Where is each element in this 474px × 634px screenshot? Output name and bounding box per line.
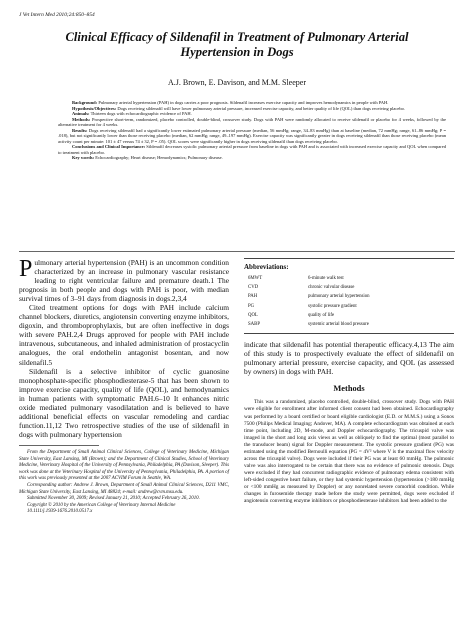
intro-paragraph-3: Sildenafil is a selective inhibitor of cyclic guanosine monophosphate-specific phosphodiesterase-5 that has been shown to improve exercise capacity, quality of life (QOL), and hemodynamics in human patients with symptomatic PAH.6–10 It enhances nitric oxide mediated pulmonary vasodilatation and is believed to have additional beneficial effects on vascular remodeling and cardiac function.11,12 Two retrospective studies of the use of sildenafil in dogs with pulmonary hypertension xyxy=(19,366,229,439)
abbreviation-row: PAH pulmonary arterial hypertension xyxy=(248,294,370,300)
footnote-divider xyxy=(19,445,99,446)
abbreviation-row: SABP systemic arterial blood pressure xyxy=(248,322,369,328)
intro-paragraph-2: Cited treatment options for dogs with PAH include calcium channel blockers, diuretics, angiotensin converting enzyme inhibitors, digoxin, and thromboprophylaxis, but are often ineffective in dogs with severe PAH.2,4 Drugs approved for people with PAH include intravenous, subcutaneous, and inhaled administration of prostacyclin analogues, the oral endothelin antagonist bosentan, and now sildenafil.5 xyxy=(19,303,229,367)
methods-heading: Methods xyxy=(333,384,365,394)
journal-citation: J Vet Intern Med 2010;24:850–854 xyxy=(19,12,95,18)
left-column xyxy=(19,258,229,516)
aim-paragraph: indicate that sildenafil has potential therapeutic efficacy.4,13 The aim of this study is to prospectively evaluate the effect of sildenafil on pulmonary arterial pressure, exercise capacity, and QOL (as assessed by owners) in dogs with PAH. xyxy=(244,340,454,377)
right-column xyxy=(244,258,454,505)
article-title: Clinical Efficacy of Sildenafil in Treatment of Pulmonary Arterial Hypertension in Dogs xyxy=(65,30,409,59)
abstract-keywords: Key words: Echocardiography; Heart disease; Hemodynamics; Pulmonary disease. xyxy=(72,155,223,160)
abstract-conclusions: Conclusions and Clinical Importance: Sildenafil decreases systolic pulmonary arterial pressure from baseline in dogs with PAH and is associated with increased exercise capacity and QOL when compared to treatment with placebo. xyxy=(58,144,447,155)
abstract-animals: Animals: Thirteen dogs with echocardiographic evidence of PAH. xyxy=(72,111,192,116)
submission-dates-note: Submitted November 30, 2009; Revised January 21, 2010; Accepted February 26, 2010. xyxy=(27,496,200,502)
abbreviation-row: QOL quality of life xyxy=(248,312,335,318)
affiliation-note: From the Department of Small Animal Clinical Sciences, College of Veterinary Medicine, Michigan State University, East Lansing, MI (Brown); and the Department of Clinical Studies, School of Veterinary Medicine, Veterinary Hospital of the University of Pennsylvania, Philadelphia, PA (Davison, Sleeper). This work was done at the Veterinary Hospital of the University of Pennsylvania, Philadelphia, PA. A portion of this work was previously presented at the 2007 ACVIM Forum in Seattle, WA. xyxy=(19,449,229,482)
abbreviation-row: CVD chronic valvular disease xyxy=(248,285,355,291)
abbreviation-row: PG systolic pressure gradient xyxy=(248,303,357,309)
corresponding-author-note: Corresponding author: Andrew J. Brown, Department of Small Animal Clinical Sciences, D211 VMC, Michigan State University, East Lansing, MI 48824; e-mail: andrew@cvm.msu.edu. xyxy=(19,482,229,495)
drop-cap: P xyxy=(19,256,33,282)
abstract-background: Background: Pulmonary arterial hypertension (PAH) in dogs carries a poor prognosis. Sildenafil increases exercise capacity and improves hemodynamics in people with PAH. xyxy=(72,100,389,105)
abbreviation-row: 6MWT 6-minute walk test xyxy=(248,276,344,281)
intro-paragraph-1: Pulmonary arterial hypertension (PAH) is an uncommon condition characterized by an increase in pulmonary vascular resistance leading to right ventricular failure and premature death.1 The prognosis in both people and dogs with PAH is poor, with median survival times of 3–91 days from diagnosis in dogs.2,3,4 xyxy=(19,256,229,304)
doi-note: 10.1111/j.1939-1676.2010.0517.x xyxy=(27,509,93,515)
abbreviations-title: Abbreviations: xyxy=(244,263,289,271)
abstract xyxy=(58,100,446,161)
abstract-methods: Methods: Prospective short-term, randomized, placebo controlled, double-blind, crossover study. Dogs with PAH were randomly allocated to receive sildenafil or placebo for 4 weeks, followed by the alternative treatment for 4 weeks. xyxy=(58,116,446,127)
section-divider xyxy=(19,251,455,252)
abbreviations-box xyxy=(244,258,454,334)
abstract-results: Results: Dogs receiving sildenafil had a significantly lower estimated pulmonary arterial pressure (median, 56 mmHg; range, 34–83 mmHg) than at baseline (median, 72 mmHg; range, 61–86 mmHg; P = .018), but not significantly lower than those receiving placebo (median, 62 mmHg; range, 49–197 mmHg). Exercise capacity was significantly greater in dogs receiving sildenafil than those receiving placebo (mean activity count per minute: 101 ± 47 versus 74 ± 32, P = .05). QOL scores were significantly higher in dogs receiving sildenafil than dogs receiving placebo. xyxy=(58,127,446,144)
author-list: A.J. Brown, E. Davison, and M.M. Sleeper xyxy=(168,78,306,87)
methods-paragraph: This was a randomized, placebo controlled, double-blind, crossover study. Dogs with PAH were eligible for enrollment after informed client consent had been obtained. Echocardiography was performed by a board certified or board eligible cardiologist (E.D. or M.M.S.) using a Sonos 7500 (Philips Medical Imaging; Andover, MA). A complete echocardiogram was obtained at each time point, including 2D, M-mode, and Doppler echocardiography. The tricuspid valve was imaged in the short and long axis views as well as obliquely to find the optimal (most parallel to the transducer beam) signal for Doppler measurement. The systolic pressure gradient (PG) was estimated using the modified Bernoulli equation (PG = 4V² where V is the maximal flow velocity across the tricuspid valve). Dogs were included if their PG was at least 60 mmHg. The pulmonic valve was also interrogated to be certain that there was no evidence of pulmonic stenosis. Dogs were excluded if they had concurrent radiographic evidence of pulmonary edema consistent with left-sided congestive heart failure, or they had systemic hypertension (hypertension (>180 mmHg or <100 mmHg as measured by Doppler) or any nonrelated severe comorbid condition. While changes in furosemide therapy made before the study were permitted, dogs were excluded if angiotensin converting enzyme inhibitors or phosphodiesterase inhibitors had been added to the xyxy=(244,399,454,505)
copyright-note: Copyright © 2010 by the American College of Veterinary Internal Medicine xyxy=(27,502,176,508)
abstract-hypothesis: Hypothesis/Objectives: Dogs receiving sildenafil will have lower pulmonary arterial pressure, increased exercise capacity, and better quality of life (QOL) than dogs receiving placebo. xyxy=(72,105,405,111)
